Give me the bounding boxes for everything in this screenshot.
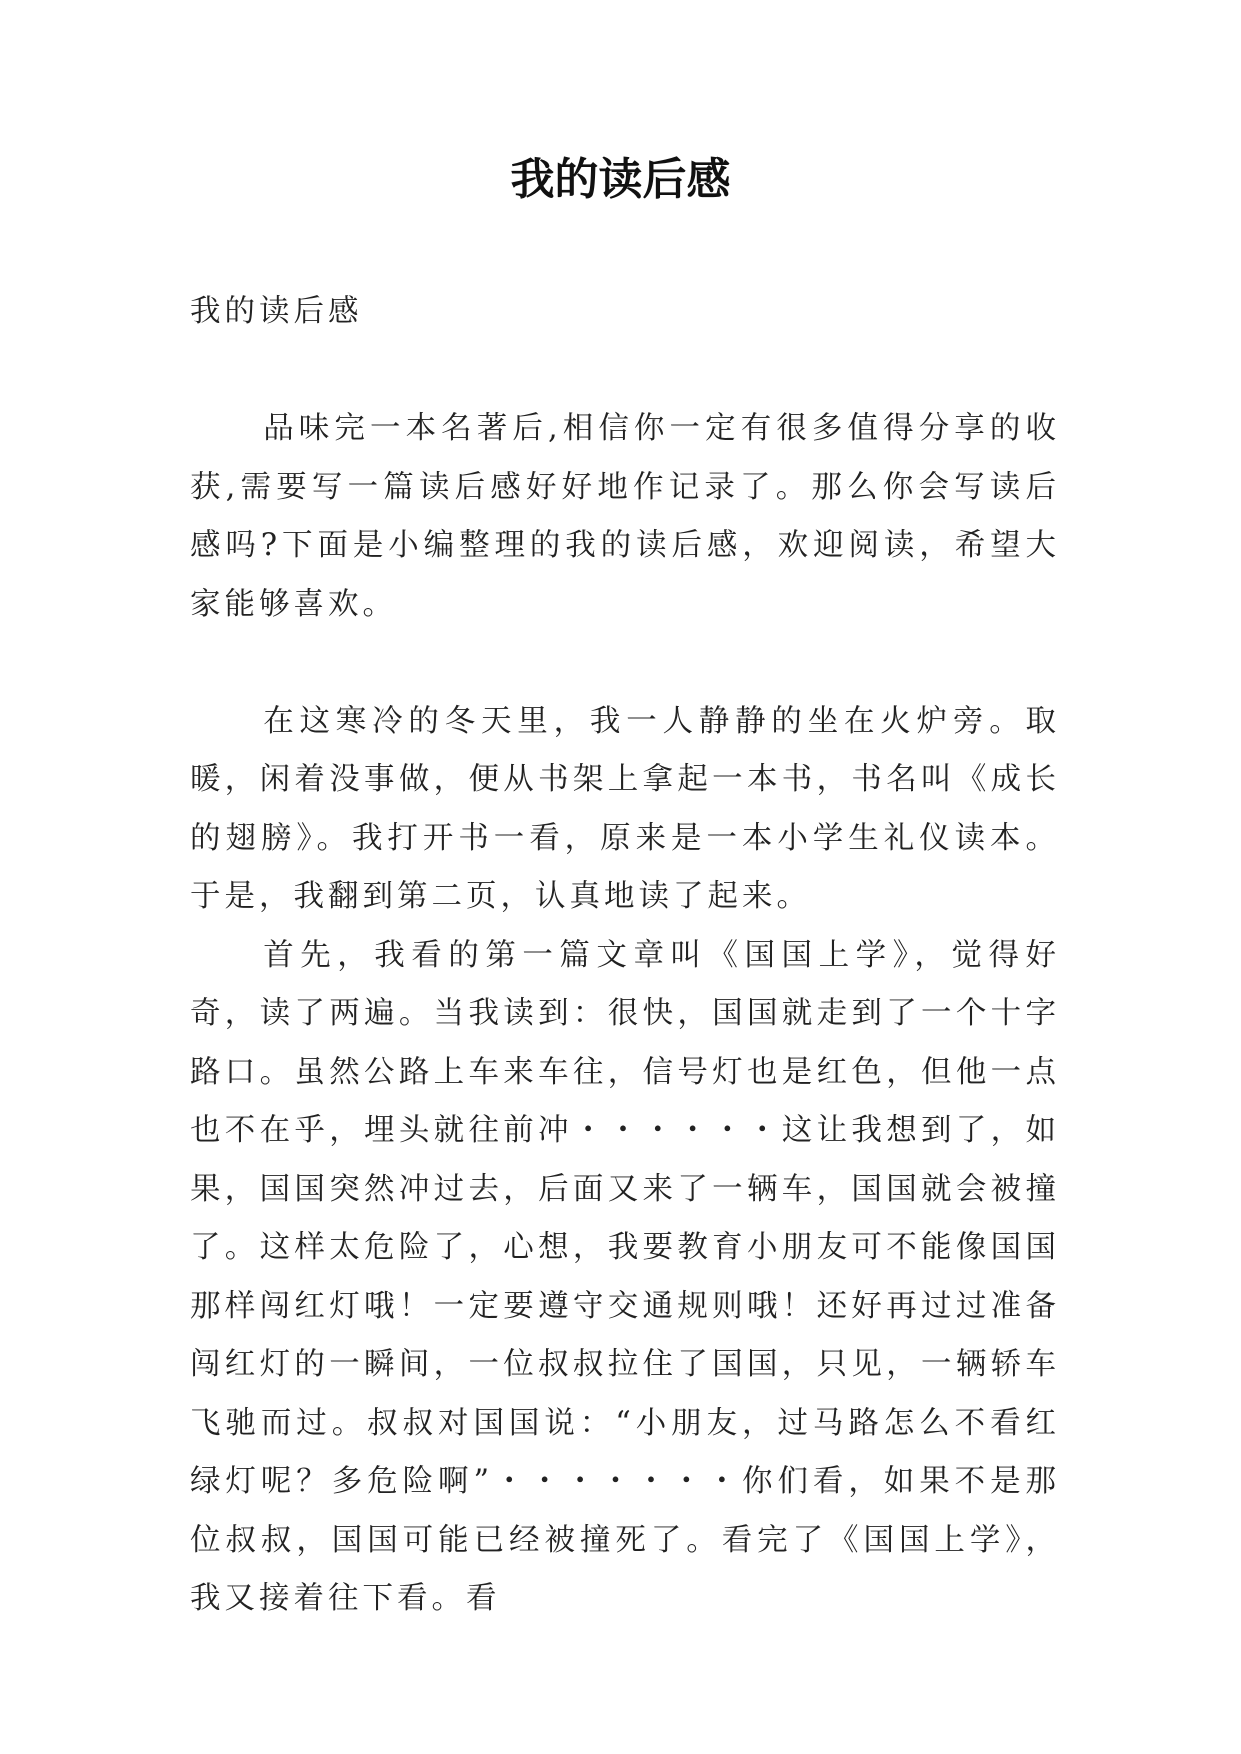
- document-title: 我的读后感: [510, 154, 731, 205]
- document-subtitle: 我的读后感: [190, 294, 363, 329]
- paragraph-2: 首先，我看的第一篇文章叫《国国上学》，觉得好奇，读了两遍。当我读到：很快，国国就走到了一个十字路口。虽然公路上车来车往，信号灯也是红色，但他一点也不在乎，埋头就往前冲・・・・・・这让我想到了，如果，国国突然冲过去，后面又来了一辆车，国国就会被撞了。这样太危险了，心想，我要教育小朋友可不能像国国那样闯红灯哦！一定要遵守交通规则哦！还好再过过准备闯红灯的一瞬间，一位叔叔拉住了国国，只见，一辆轿车飞驰而过。叔叔对国国说：“小朋友，过马路怎么不看红绿灯呢？多危险啊”・・・・・・・你们看，如果不是那位叔叔，国国可能已经被撞死了。看完了《国国上学》，我又接着往下看。看: [190, 937, 1060, 1616]
- document-body: [190, 283, 1060, 1629]
- paragraph-intro: 品味完一本名著后,相信你一定有很多值得分享的收获,需要写一篇读后感好好地作记录了。那么你会写读后感吗?下面是小编整理的我的读后感，欢迎阅读，希望大家能够喜欢。: [190, 411, 1060, 622]
- paragraph-1: 在这寒冷的冬天里，我一人静静的坐在火炉旁。取暖，闲着没事做，便从书架上拿起一本书，书名叫《成长的翅膀》。我打开书一看，原来是一本小学生礼仪读本。于是，我翻到第二页，认真地读了起来。: [190, 703, 1060, 914]
